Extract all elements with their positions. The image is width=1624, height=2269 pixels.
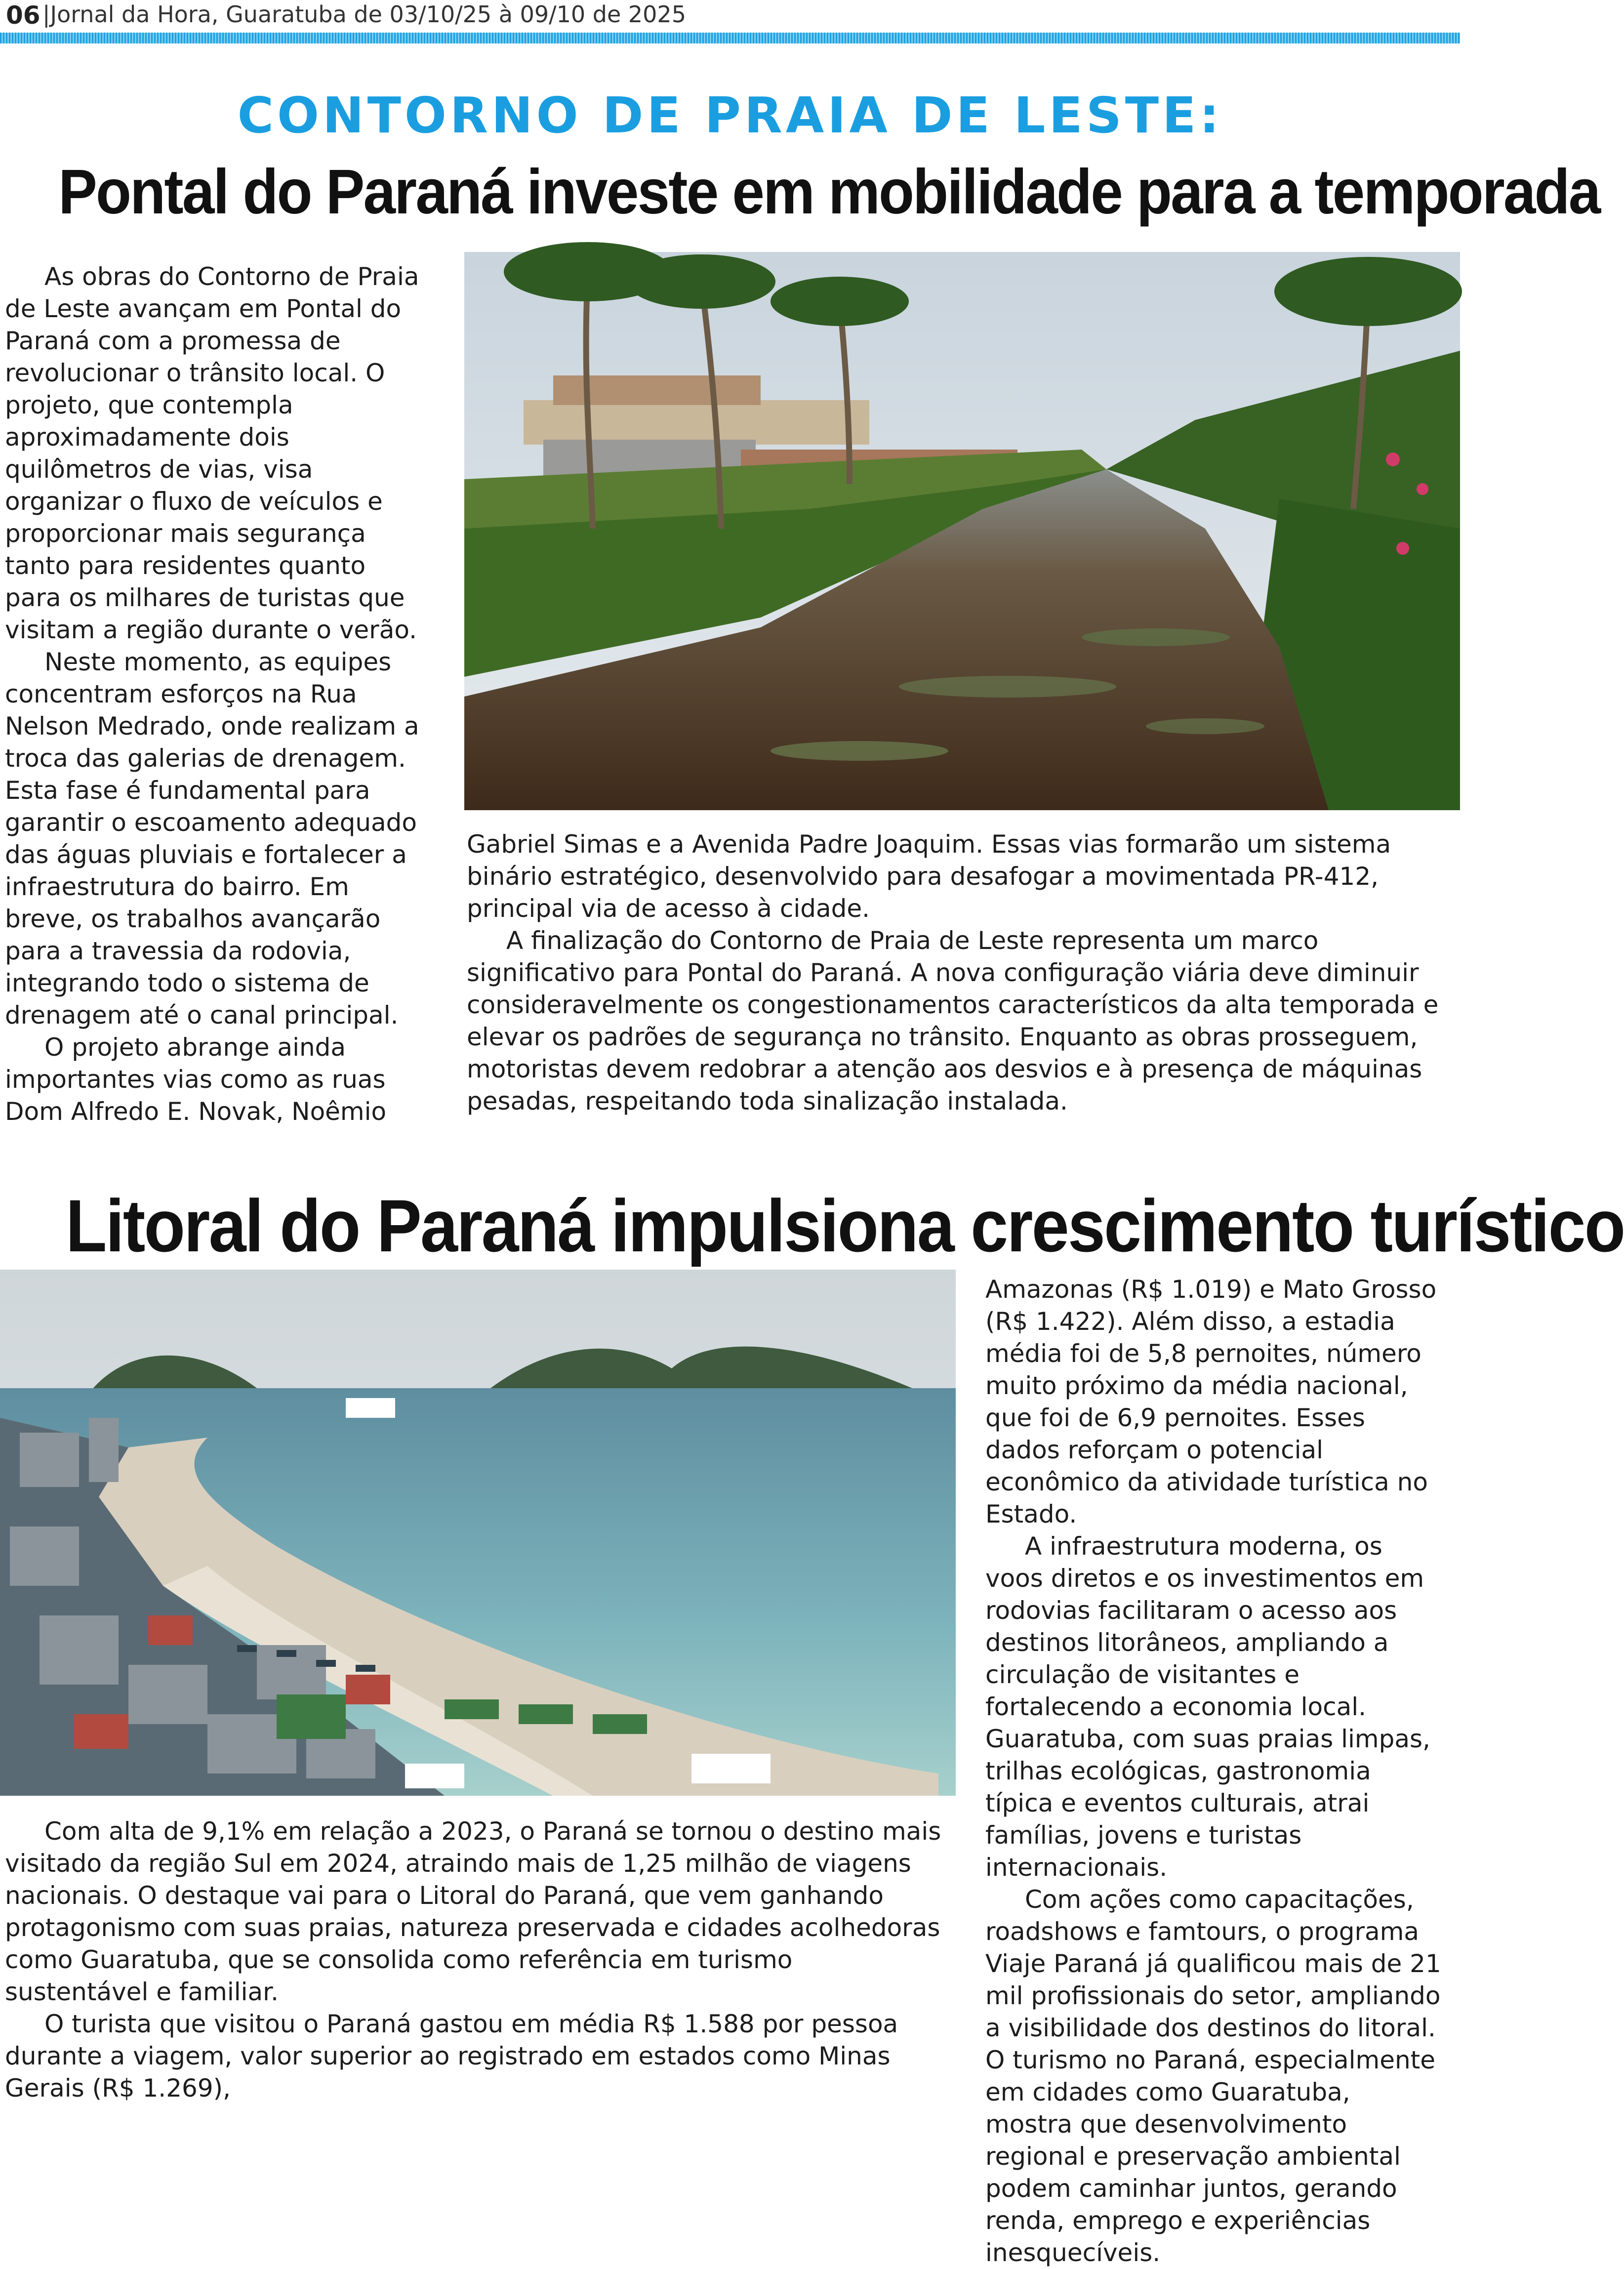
article2-right-paragraph: Amazonas (R$ 1.019) e Mato Grosso (R$ 1.422). Além disso, a estadia média foi de 5,8 pernoites, número muito próximo da média nacional, que foi de 6,9 pernoites. Esses dados reforçam o potencial econômico da atividade turística no Estado. — [985, 1275, 1437, 1528]
publication-line: |Jornal da Hora, Guaratuba de 03/10/25 à 09/10 de 2025 — [42, 1, 686, 28]
article1-kicker: CONTORNO DE PRAIA DE LESTE: — [237, 86, 1223, 144]
article2-left-paragraph: O turista que visitou o Paraná gastou em média R$ 1.588 por pessoa durante a viagem, valor superior ao registrado em estados como Minas Gerais (R$ 1.269), — [5, 2010, 898, 2103]
article2-headline: Litoral do Paraná impulsiona crescimento turístico — [66, 1184, 1624, 1267]
article1-headline: Pontal do Paraná investe em mobilidade para a temporada — [58, 157, 1600, 227]
canal-photo-illustration — [464, 252, 1460, 810]
article2-right-paragraph: A infraestrutura moderna, os voos diretos e os investimentos em rodovias facilitaram o acesso aos destinos litorâneos, ampliando a circulação de visitantes e fortalecendo a economia local. Guaratuba, com suas praias limpas, trilhas ecológicas, gastronomia típica e eventos culturais, atrai famílias, jovens e turistas internacionais. — [985, 1532, 1430, 1882]
beach-photo-illustration — [0, 1270, 956, 1796]
article1-column-left — [5, 261, 426, 1128]
article1-col1-paragraph: As obras do Contorno de Praia de Leste avançam em Pontal do Paraná com a promessa de revolucionar o trânsito local. O projeto, que contempla aproximadamente dois quilômetros de vias, visa organizar o fluxo de veículos e proporcionar mais segurança tanto para residentes quanto para os milhares de turistas que visitam a região durante o verão. — [5, 262, 419, 644]
page-header — [0, 0, 1460, 45]
canal-photo — [464, 252, 1460, 810]
beach-photo — [0, 1270, 956, 1796]
article1-col1-paragraph: Neste momento, as equipes concentram esforços na Rua Nelson Medrado, onde realizam a troca das galerias de drenagem. Esta fase é fundamental para garantir o escoamento adequado das águas pluviais e fortalecer a infraestrutura do bairro. Em breve, os trabalhos avançarão para a travessia da rodovia, integrando todo o sistema de drenagem até o canal principal. — [5, 648, 419, 1030]
article2-column-right — [985, 1274, 1442, 2269]
article1-col2-paragraph: A finalização do Contorno de Praia de Leste representa um marco significativo para Pontal do Paraná. A nova configuração viária deve diminuir consideravelmente os congestionamentos característicos da alta temporada e elevar os padrões de segurança no trânsito. Enquanto as obras prosseguem, motoristas devem redobrar a atenção aos desvios e à presença de máquinas pesadas, respeitando toda sinalização instalada. — [467, 926, 1439, 1115]
article1-column-right — [467, 828, 1445, 1117]
page-number: 06 — [6, 1, 41, 30]
article2-left-paragraph: Com alta de 9,1% em relação a 2023, o Paraná se tornou o destino mais visitado da região Sul em 2024, atraindo mais de 1,25 milhão de viagens nacionais. O destaque vai para o Litoral do Paraná, que vem ganhando protagonismo com suas praias, natureza preservada e cidades acolhedoras como Guaratuba, que se consolida como referência em turismo sustentável e familiar. — [5, 1817, 941, 2006]
article1-col1-paragraph: O projeto abrange ainda importantes vias como as ruas Dom Alfredo E. Novak, Noêmio — [5, 1033, 387, 1126]
article2-column-left — [5, 1815, 943, 2104]
header-rule — [0, 33, 1460, 43]
article1-col2-paragraph: Gabriel Simas e a Avenida Padre Joaquim. Essas vias formarão um sistema binário estratégico, desenvolvido para desafogar a movimentada PR-412, principal via de acesso à cidade. — [467, 830, 1391, 923]
article2-right-paragraph: Com ações como capacitações, roadshows e famtours, o programa Viaje Paraná já qualificou mais de 21 mil profissionais do setor, ampliando a visibilidade dos destinos do litoral. O turismo no Paraná, especialmente em cidades como Guaratuba, mostra que desenvolvimento regional e preservação ambiental podem caminhar juntos, gerando renda, emprego e experiências inesquecíveis. — [985, 1885, 1441, 2267]
